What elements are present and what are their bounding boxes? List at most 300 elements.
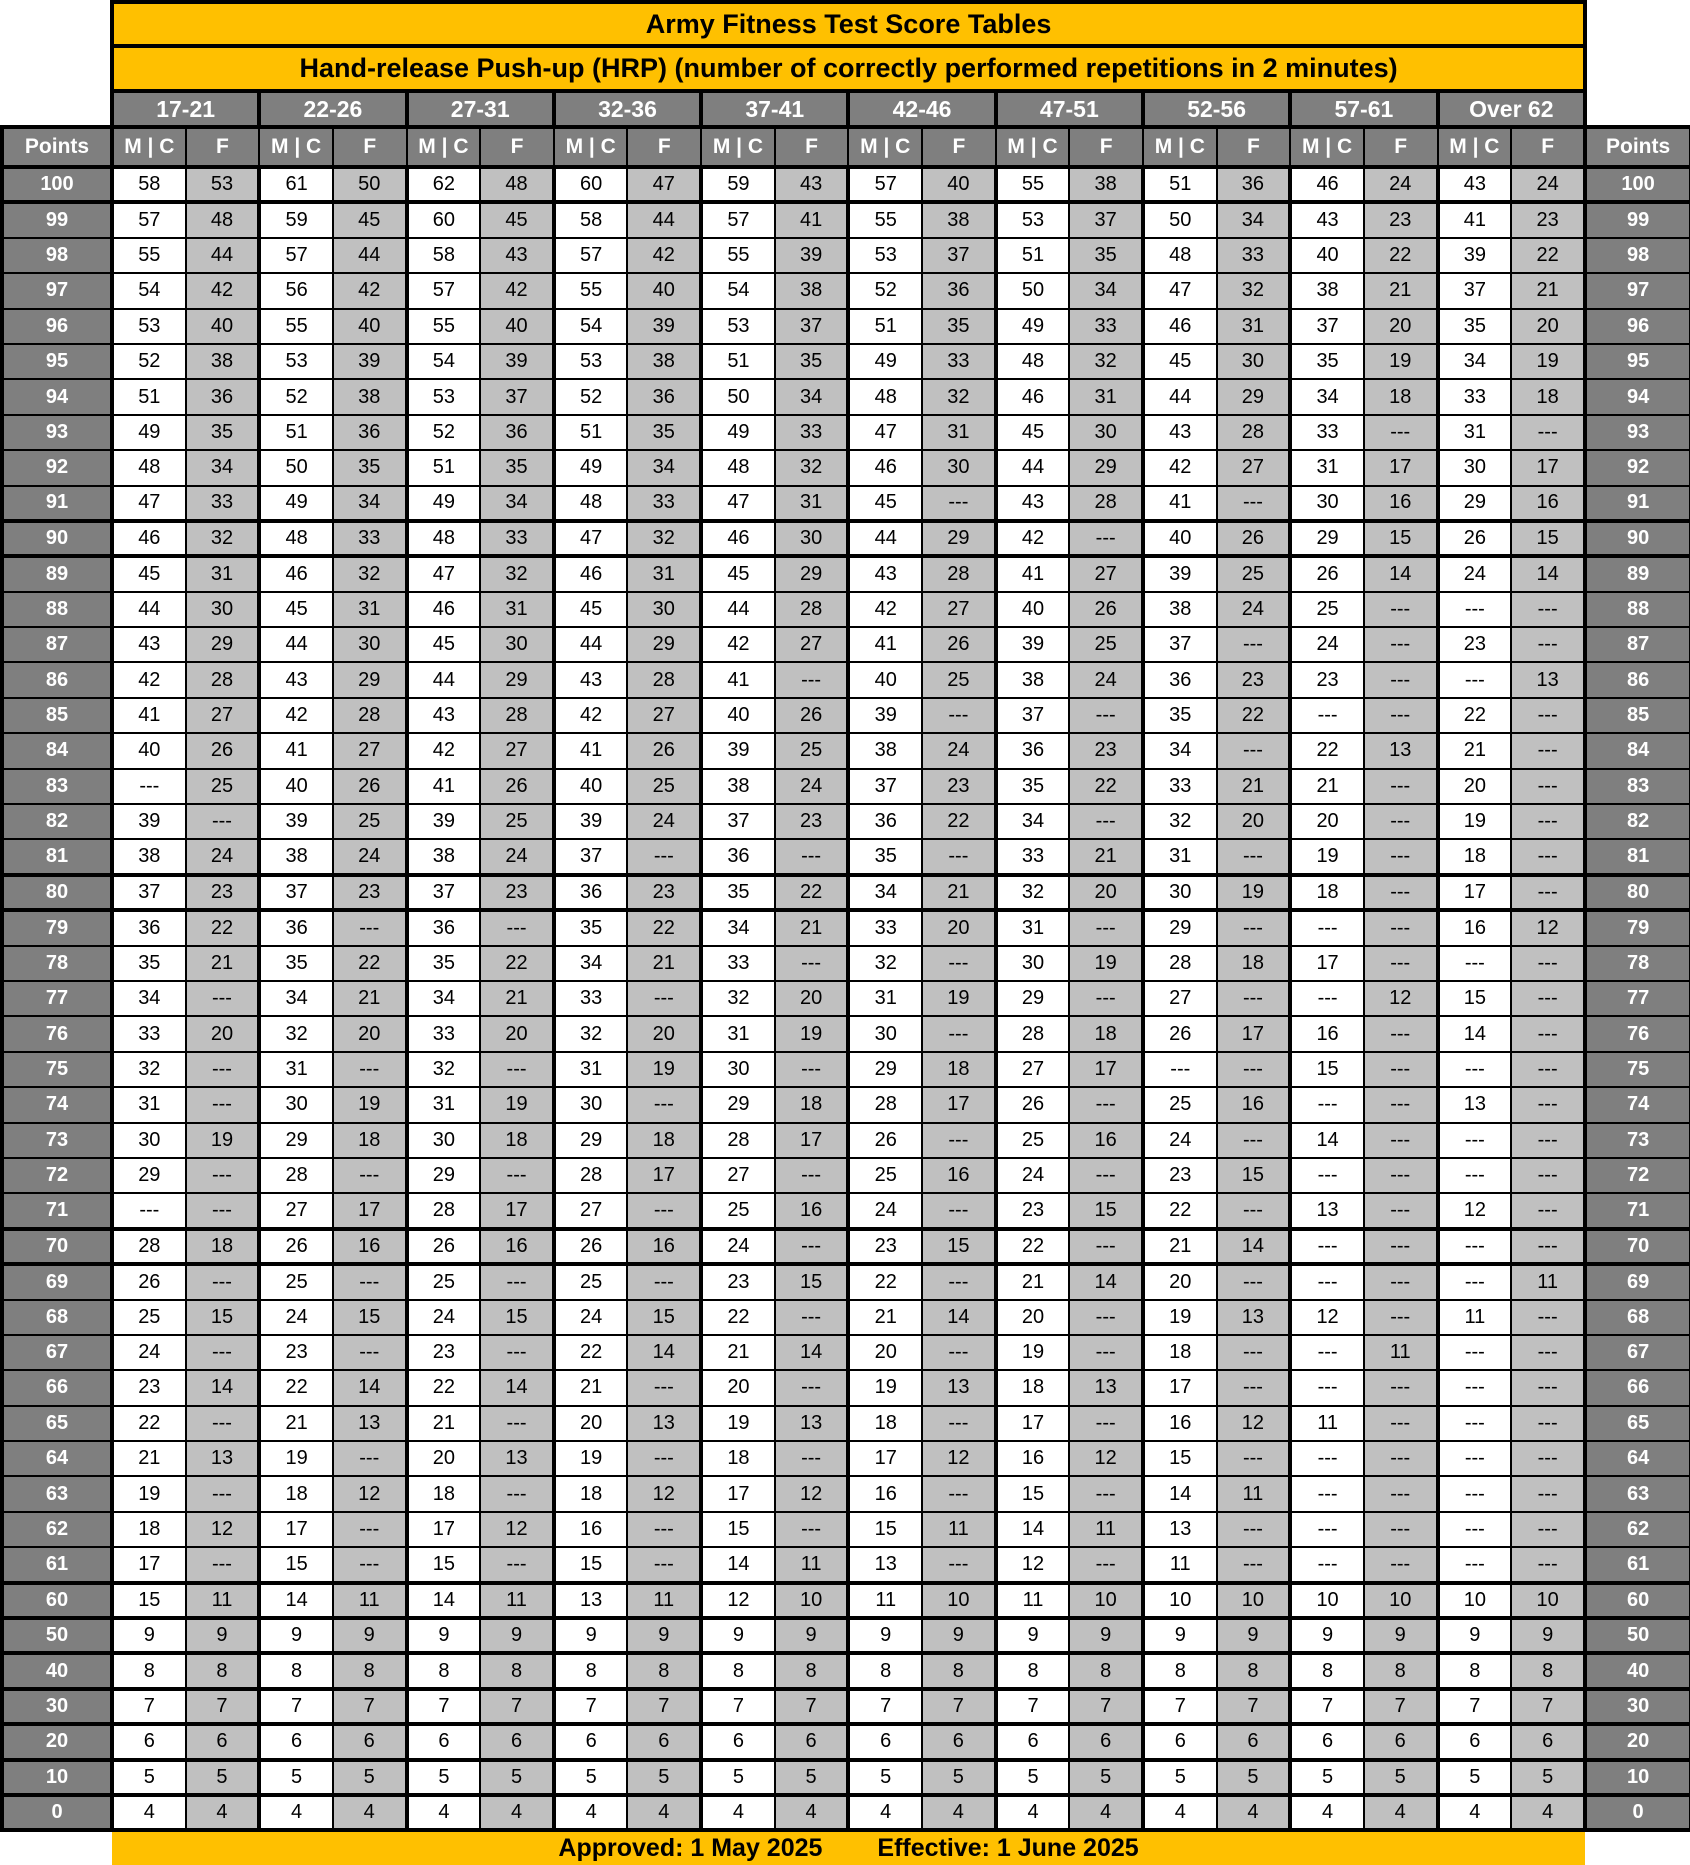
score-cell-female: 13 [333,1406,407,1441]
score-cell-male: 19 [554,1441,628,1476]
score-cell-male: --- [1438,1229,1512,1264]
score-cell-male: 9 [259,1618,333,1653]
score-cell-male: 9 [1143,1618,1217,1653]
score-cell-female: --- [775,662,849,697]
points-cell: 72 [1585,1158,1690,1193]
score-cell-female: 24 [1069,662,1143,697]
score-cell-male: 35 [996,769,1070,804]
score-cell-male: 11 [996,1583,1070,1618]
score-cell-female: 16 [922,1158,996,1193]
score-cell-male: 34 [554,946,628,981]
score-cell-male: 32 [112,1052,186,1087]
score-cell-female: 15 [1364,521,1438,556]
score-cell-male: 23 [1438,627,1512,662]
score-cell-female: 27 [480,733,554,768]
score-cell-female: --- [1364,1087,1438,1122]
score-cell-male: 43 [1290,202,1364,237]
score-cell-male: 17 [407,1512,481,1547]
score-cell-male: 8 [848,1653,922,1688]
male-combat-column-header: M | C [701,127,775,167]
score-cell-female: 5 [186,1760,260,1795]
score-cell-female: --- [1364,1016,1438,1051]
score-cell-male: 47 [554,521,628,556]
score-cell-male: 6 [1143,1724,1217,1759]
score-cell-male: 30 [554,1087,628,1122]
score-cell-male: 57 [112,202,186,237]
points-cell: 87 [1585,627,1690,662]
score-cell-male: 8 [407,1653,481,1688]
score-cell-male: 29 [701,1087,775,1122]
score-cell-male: 39 [1143,556,1217,591]
score-cell-male: 21 [1290,769,1364,804]
score-cell-female: 9 [1364,1618,1438,1653]
score-cell-female: 27 [1069,556,1143,591]
points-cell: 76 [2,1016,112,1051]
score-cell-male: 5 [259,1760,333,1795]
male-combat-column-header: M | C [554,127,628,167]
score-cell-male: 33 [407,1016,481,1051]
score-cell-female: --- [186,1087,260,1122]
table-row [2,910,1690,945]
score-cell-female: --- [333,910,407,945]
score-cell-female: 20 [1069,875,1143,910]
score-cell-male: 6 [407,1724,481,1759]
score-cell-male: 22 [1143,1193,1217,1228]
score-cell-male: 7 [1290,1689,1364,1724]
score-cell-female: 6 [333,1724,407,1759]
score-cell-female: 25 [627,769,701,804]
score-cell-male: 12 [996,1547,1070,1582]
score-cell-female: --- [627,1264,701,1299]
score-cell-male: 24 [407,1300,481,1335]
score-cell-male: --- [1438,1547,1512,1582]
score-cell-female: 42 [627,238,701,273]
score-cell-male: 45 [701,556,775,591]
score-cell-male: 51 [701,344,775,379]
score-cell-male: 44 [407,662,481,697]
score-cell-female: 43 [480,238,554,273]
score-cell-male: 44 [259,627,333,662]
score-cell-female: 20 [1217,804,1291,839]
score-cell-female: 22 [1217,698,1291,733]
score-cell-female: 32 [186,521,260,556]
score-cell-female: --- [333,1547,407,1582]
score-cell-male: 45 [407,627,481,662]
score-cell-female: 6 [186,1724,260,1759]
score-cell-female: 14 [1069,1264,1143,1299]
score-cell-male: 42 [1143,450,1217,485]
score-cell-male: 59 [259,202,333,237]
score-cell-male: 54 [554,309,628,344]
score-cell-male: 28 [996,1016,1070,1051]
score-cell-female: 22 [333,946,407,981]
points-cell: 92 [2,450,112,485]
score-cell-male: 23 [1290,662,1364,697]
score-cell-male: --- [1290,1512,1364,1547]
score-cell-male: 5 [996,1760,1070,1795]
score-cell-male: 4 [407,1795,481,1830]
score-cell-male: 39 [1438,238,1512,273]
table-row [2,698,1690,733]
points-cell: 95 [1585,344,1690,379]
score-cell-female: 38 [333,379,407,414]
score-cell-female: 16 [775,1193,849,1228]
score-cell-female: 11 [1217,1476,1291,1511]
score-cell-male: 18 [701,1441,775,1476]
score-cell-female: 38 [1069,167,1143,202]
score-cell-female: 27 [627,698,701,733]
points-cell: 66 [1585,1370,1690,1405]
score-cell-female: --- [1511,981,1585,1016]
score-cell-female: 5 [922,1760,996,1795]
score-cell-female: 9 [1511,1618,1585,1653]
score-cell-female: --- [922,1335,996,1370]
score-cell-female: 18 [1511,379,1585,414]
male-combat-column-header: M | C [848,127,922,167]
male-combat-column-header: M | C [1438,127,1512,167]
score-cell-male: 16 [996,1441,1070,1476]
score-cell-female: --- [1511,1016,1585,1051]
score-cell-male: 22 [701,1300,775,1335]
score-cell-female: 40 [627,273,701,308]
score-cell-male: 14 [407,1583,481,1618]
score-cell-female: --- [1364,1512,1438,1547]
age-group-header-row [2,91,1690,127]
score-cell-male: 58 [112,167,186,202]
score-cell-female: --- [1217,981,1291,1016]
score-cell-male: 35 [701,875,775,910]
score-cell-male: 48 [996,344,1070,379]
score-cell-male: 46 [1290,167,1364,202]
score-cell-female: 20 [1511,309,1585,344]
score-cell-female: --- [627,839,701,874]
score-cell-male: --- [1438,1264,1512,1299]
score-cell-male: 29 [996,981,1070,1016]
score-cell-female: --- [922,1193,996,1228]
corner-spacer [2,91,112,127]
score-cell-male: 15 [848,1512,922,1547]
score-cell-female: 19 [922,981,996,1016]
score-cell-female: 15 [775,1264,849,1299]
age-group-header: 17-21 [112,91,259,127]
score-cell-female: --- [480,1052,554,1087]
score-cell-male: 31 [1290,450,1364,485]
score-cell-male: 40 [259,769,333,804]
score-cell-female: 15 [186,1300,260,1335]
score-cell-female: 36 [627,379,701,414]
score-cell-female: 21 [1217,769,1291,804]
score-cell-female: 4 [333,1795,407,1830]
effective-date: Effective: 1 June 2025 [877,1834,1139,1863]
score-cell-female: 6 [627,1724,701,1759]
table-row [2,1052,1690,1087]
score-cell-male: 24 [1143,1123,1217,1158]
score-cell-male: 8 [701,1653,775,1688]
score-cell-female: 14 [922,1300,996,1335]
score-cell-female: --- [333,1158,407,1193]
score-cell-male: 20 [407,1441,481,1476]
score-cell-female: 14 [1364,556,1438,591]
score-cell-female: 8 [627,1653,701,1688]
score-cell-male: 55 [554,273,628,308]
score-cell-female: 34 [1217,202,1291,237]
score-cell-female: 27 [186,698,260,733]
score-cell-male: 22 [407,1370,481,1405]
score-cell-female: 8 [1069,1653,1143,1688]
score-cell-male: 57 [554,238,628,273]
score-cell-female: 9 [333,1618,407,1653]
table-row [2,1476,1690,1511]
score-cell-female: 26 [1217,521,1291,556]
score-cell-female: 9 [922,1618,996,1653]
score-cell-female: 24 [627,804,701,839]
points-cell: 99 [1585,202,1690,237]
score-cell-female: 35 [627,415,701,450]
table-row [2,839,1690,874]
score-cell-male: 41 [701,662,775,697]
score-cell-female: --- [1364,1406,1438,1441]
score-cell-female: --- [922,486,996,521]
score-cell-male: 11 [1143,1547,1217,1582]
score-cell-female: 22 [480,946,554,981]
score-cell-male: 38 [701,769,775,804]
score-cell-female: 39 [333,344,407,379]
score-cell-female: --- [1217,627,1291,662]
score-cell-female: 30 [480,627,554,662]
score-cell-female: 37 [1069,202,1143,237]
score-cell-female: 25 [333,804,407,839]
table-row [2,379,1690,414]
points-cell: 87 [2,627,112,662]
score-cell-female: --- [922,1547,996,1582]
score-cell-female: --- [1217,486,1291,521]
score-cell-female: 7 [333,1689,407,1724]
score-cell-male: 44 [701,592,775,627]
score-cell-male: 26 [112,1264,186,1299]
score-cell-male: --- [1290,910,1364,945]
score-cell-female: 31 [333,592,407,627]
score-cell-female: --- [922,839,996,874]
score-cell-female: 37 [922,238,996,273]
points-cell: 100 [2,167,112,202]
score-cell-male: 53 [701,309,775,344]
points-cell: 94 [1585,379,1690,414]
score-cell-male: 7 [701,1689,775,1724]
score-cell-female: 7 [1364,1689,1438,1724]
score-cell-female: 27 [333,733,407,768]
score-cell-male: 28 [701,1123,775,1158]
score-cell-male: 45 [1143,344,1217,379]
score-cell-female: 21 [1364,273,1438,308]
score-cell-male: 48 [259,521,333,556]
score-cell-female: --- [1364,1123,1438,1158]
score-cell-male: 7 [554,1689,628,1724]
score-cell-male: 20 [554,1406,628,1441]
score-cell-female: 33 [480,521,554,556]
score-cell-male: 25 [112,1300,186,1335]
female-column-header: F [1511,127,1585,167]
score-cell-female: --- [1364,875,1438,910]
table-row [2,486,1690,521]
score-cell-female: 33 [1217,238,1291,273]
female-column-header: F [1069,127,1143,167]
score-cell-male: 5 [1143,1760,1217,1795]
score-cell-female: --- [1364,946,1438,981]
score-cell-male: 15 [701,1512,775,1547]
score-cell-female: 13 [775,1406,849,1441]
score-cell-male: 29 [259,1123,333,1158]
score-cell-male: --- [1290,1476,1364,1511]
score-cell-male: 17 [848,1441,922,1476]
score-cell-female: 10 [1069,1583,1143,1618]
points-cell: 100 [1585,167,1690,202]
score-cell-male: 32 [701,981,775,1016]
score-cell-male: 17 [259,1512,333,1547]
age-group-header: 37-41 [701,91,848,127]
score-cell-male: 37 [848,769,922,804]
score-cell-female: 11 [1511,1264,1585,1299]
score-cell-male: 8 [112,1653,186,1688]
corner-spacer [2,46,112,91]
points-cell: 64 [2,1441,112,1476]
table-row [2,946,1690,981]
score-cell-male: 21 [112,1441,186,1476]
points-cell: 88 [1585,592,1690,627]
score-cell-female: 11 [1364,1335,1438,1370]
score-cell-male: 33 [1143,769,1217,804]
score-cell-male: 22 [996,1229,1070,1264]
score-cell-female: 8 [1511,1653,1585,1688]
score-cell-male: 42 [996,521,1070,556]
score-cell-male: 12 [701,1583,775,1618]
score-cell-female: 12 [1364,981,1438,1016]
score-cell-male: 21 [848,1300,922,1335]
score-cell-male: 21 [1438,733,1512,768]
points-cell: 85 [2,698,112,733]
score-cell-female: 18 [186,1229,260,1264]
score-cell-female: --- [775,1300,849,1335]
score-cell-male: 46 [701,521,775,556]
score-cell-female: --- [1217,1193,1291,1228]
score-cell-male: 37 [1143,627,1217,662]
score-cell-female: --- [186,1264,260,1299]
score-cell-female: 17 [480,1193,554,1228]
score-cell-male: 35 [848,839,922,874]
score-cell-female: 45 [333,202,407,237]
table-row [2,1547,1690,1582]
score-cell-female: 15 [1069,1193,1143,1228]
score-cell-male: 47 [1143,273,1217,308]
table-row [2,1441,1690,1476]
score-cell-female: --- [1511,804,1585,839]
score-cell-male: 28 [1143,946,1217,981]
score-cell-male: 49 [848,344,922,379]
score-cell-male: 30 [407,1123,481,1158]
score-cell-male: 48 [701,450,775,485]
score-cell-male: --- [1438,1476,1512,1511]
score-cell-female: --- [1364,1476,1438,1511]
corner-spacer [1585,46,1690,91]
score-cell-female: 11 [775,1547,849,1582]
table-row [2,1193,1690,1228]
score-cell-female: 23 [775,804,849,839]
score-cell-female: 5 [1511,1760,1585,1795]
score-cell-male: 44 [996,450,1070,485]
age-group-header: 52-56 [1143,91,1290,127]
score-cell-female: 20 [186,1016,260,1051]
score-cell-male: 31 [848,981,922,1016]
score-cell-male: 34 [1143,733,1217,768]
score-cell-female: 13 [922,1370,996,1405]
score-cell-female: 45 [480,202,554,237]
score-cell-female: --- [1364,698,1438,733]
score-cell-male: 40 [554,769,628,804]
score-cell-female: 23 [186,875,260,910]
score-cell-male: --- [1438,1123,1512,1158]
score-cell-male: 31 [554,1052,628,1087]
score-cell-female: 11 [1069,1512,1143,1547]
score-cell-male: 19 [996,1335,1070,1370]
points-cell: 65 [1585,1406,1690,1441]
score-cell-female: 30 [1069,415,1143,450]
score-cell-female: 12 [775,1476,849,1511]
points-cell: 70 [1585,1229,1690,1264]
score-cell-male: 35 [259,946,333,981]
score-cell-female: 28 [922,556,996,591]
score-cell-male: 9 [554,1618,628,1653]
score-cell-male: 4 [1290,1795,1364,1830]
points-cell: 98 [1585,238,1690,273]
points-cell: 40 [2,1653,112,1688]
score-cell-male: 27 [701,1158,775,1193]
score-cell-male: 4 [996,1795,1070,1830]
score-cell-male: 43 [1143,415,1217,450]
points-cell: 50 [1585,1618,1690,1653]
score-cell-female: --- [333,1264,407,1299]
score-cell-female: 36 [480,415,554,450]
score-cell-female: 20 [922,910,996,945]
score-cell-male: 53 [112,309,186,344]
score-cell-male: 8 [554,1653,628,1688]
score-cell-male: 17 [1143,1370,1217,1405]
score-cell-female: --- [1069,1406,1143,1441]
table-row [2,769,1690,804]
points-cell: 68 [1585,1300,1690,1335]
score-cell-female: 11 [627,1583,701,1618]
score-cell-male: 49 [112,415,186,450]
score-cell-male: 11 [1438,1300,1512,1335]
score-cell-male: --- [1438,1512,1512,1547]
score-cell-female: --- [480,1547,554,1582]
score-cell-male: 19 [701,1406,775,1441]
score-cell-male: 45 [996,415,1070,450]
score-cell-female: 33 [627,486,701,521]
score-cell-male: 33 [996,839,1070,874]
score-cell-male: 42 [554,698,628,733]
score-cell-male: 35 [407,946,481,981]
score-cell-male: 46 [407,592,481,627]
score-cell-male: 20 [848,1335,922,1370]
score-cell-female: 40 [922,167,996,202]
score-cell-male: 59 [701,167,775,202]
score-cell-female: 8 [480,1653,554,1688]
female-column-header: F [1217,127,1291,167]
score-cell-female: 26 [333,769,407,804]
score-cell-female: 5 [627,1760,701,1795]
score-cell-female: 16 [480,1229,554,1264]
points-cell: 81 [1585,839,1690,874]
score-cell-female: 12 [1069,1441,1143,1476]
